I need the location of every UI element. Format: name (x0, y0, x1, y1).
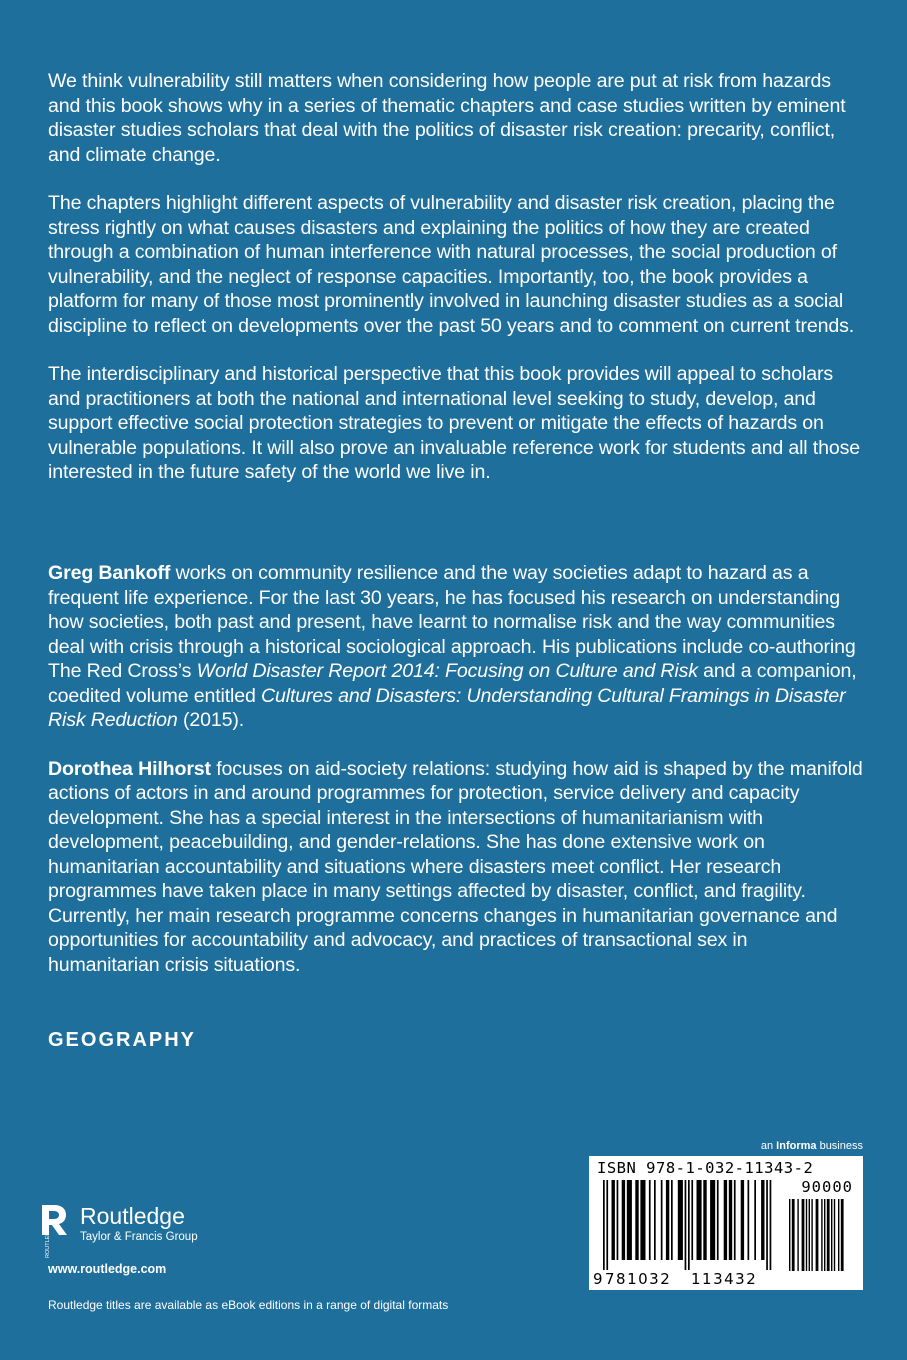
barcode-bar (834, 1199, 835, 1271)
barcode-addon-number: 90000 (801, 1178, 853, 1196)
barcode-bar (816, 1199, 819, 1271)
barcode-bar (724, 1180, 727, 1260)
isbn-barcode (589, 1156, 863, 1290)
barcode-bar (654, 1180, 656, 1260)
publisher-brand: Routledge (80, 1203, 185, 1229)
publisher-website[interactable]: www.routledge.com (48, 1262, 167, 1276)
ean-right-group: 113432 (691, 1270, 758, 1288)
author-name-bankoff: Greg Bankoff (48, 562, 171, 584)
bio-bankoff-text-1: works on community resilience and the way societies adapt to hazard as a frequent life experience. For the last 30 years, he has focused his research on understanding how societies, both past and present, have learnt to normalise risk and the way communities deal with crisis through a historical sociological approach. His publications include co-authoring The Red Cross’s (48, 562, 856, 682)
barcode-bar (809, 1199, 810, 1271)
description-paragraph-1: We think vulnerability still matters when considering how people are put at risk from hazards and this book shows why in a series of thematic chapters and case studies written by eminent disaster studies scholars that deal with the politics of disaster risk creation: precarity, conflict, and climate change. (48, 70, 846, 166)
author-bios (48, 561, 863, 1001)
barcode-bar (748, 1180, 750, 1260)
barcode-bar (824, 1199, 825, 1271)
ean-left-group: 781032 (605, 1270, 672, 1288)
bio-bankoff-title-1: World Disaster Report 2014: Focusing on Culture and Risk (196, 660, 698, 682)
routledge-logo (40, 1203, 198, 1259)
barcode-bar (770, 1180, 772, 1270)
ean-barcode-bars (603, 1180, 783, 1272)
barcode-bar (688, 1180, 690, 1270)
informa-brand: Informa (776, 1140, 817, 1152)
barcode-bar (691, 1180, 693, 1260)
barcode-bar (617, 1180, 619, 1260)
bio-bankoff (48, 561, 863, 733)
informa-tagline (761, 1140, 863, 1152)
barcode-bar (766, 1180, 768, 1270)
book-description (48, 69, 863, 509)
routledge-r-icon (40, 1203, 70, 1259)
bio-bankoff-text-2: and a companion, coedited volume entitled (48, 660, 857, 707)
routledge-vertical-text: ROUTLEDGE (45, 1223, 51, 1258)
barcode-bar (827, 1199, 830, 1271)
publisher-group: Taylor & Francis Group (80, 1231, 198, 1243)
barcode-bar (789, 1199, 790, 1271)
bio-bankoff-title-2: Cultures and Disasters: Understanding Cultural Framings in Disaster Risk Reduction (48, 684, 846, 731)
barcode-bar (697, 1180, 702, 1260)
barcode-bar (635, 1180, 638, 1260)
barcode-bar (640, 1180, 645, 1260)
barcode-bar (792, 1199, 795, 1271)
informa-prefix: an (760, 1140, 777, 1152)
isbn-text: ISBN 978-1-032-11343-2 (597, 1159, 814, 1177)
barcode-bar (612, 1180, 615, 1260)
barcode-bar (703, 1180, 706, 1260)
ean-digits (593, 1270, 757, 1288)
subject-category: GEOGRAPHY (48, 1029, 197, 1051)
bio-hilhorst (48, 757, 863, 978)
barcode-bar (622, 1180, 625, 1260)
author-name-hilhorst: Dorothea Hilhorst (48, 757, 211, 780)
barcode-bar (603, 1180, 605, 1270)
bio-hilhorst-text: focuses on aid-society relations: studying how aid is shaped by the manifold actions of actors in and around programmes for protection, service delivery and capacity development. She has a special interest in the intersections of humanitarianism with development, peacebuilding, and gender-relations. She has done extensive work on humanitarian accountability and situations where disasters meet conflict. Her research programmes have taken place in many settings affected by disaster, conflict, and fragility. Currently, her main research programme concerns changes in humanitarian governance and opportunities for accountability and advocacy, and practices of transactional sex in humanitarian crisis situations. (48, 757, 863, 976)
description-paragraph-2: The chapters highlight different aspects of vulnerability and disaster risk creation, placing the stress rightly on what causes disasters and explaining the politics of how they are created through a combination of human interference with natural processes, the social production of vulnerability, and the neglect of response capacities. Importantly, too, the book provides a platform for many of those most prominently involved in launching disaster studies as a social discipline to reflect on developments over the past 50 years and to comment on current trends. (48, 192, 855, 337)
barcode-bar (811, 1199, 812, 1271)
barcode-bar (649, 1180, 651, 1260)
ebook-availability-note: Routledge titles are available as eBook editions in a range of digital formats (48, 1298, 449, 1312)
barcode-bar (754, 1180, 756, 1260)
barcode-bar (797, 1199, 798, 1271)
barcode-bar (678, 1180, 683, 1260)
barcode-bar (734, 1180, 736, 1260)
barcode-bar (741, 1180, 744, 1260)
ean-first-digit: 9 (593, 1270, 603, 1288)
barcode-bar (802, 1199, 805, 1271)
bio-bankoff-text-3: (2015). (177, 709, 244, 731)
barcode-bar (806, 1199, 807, 1271)
barcode-bar (729, 1180, 732, 1260)
barcode-bar (627, 1180, 632, 1260)
barcode-bar (606, 1180, 608, 1270)
barcode-bar (841, 1199, 844, 1271)
barcode-bar (821, 1199, 822, 1271)
addon-barcode-bars (789, 1199, 851, 1272)
barcode-bar (761, 1180, 764, 1260)
barcode-bar (831, 1199, 832, 1271)
barcode-bar (685, 1180, 687, 1270)
barcode-bar (661, 1180, 663, 1260)
barcode-bar (666, 1180, 669, 1260)
barcode-bar (838, 1199, 839, 1271)
barcode-bar (717, 1180, 719, 1260)
publisher-name-block (80, 1203, 198, 1244)
informa-suffix: business (816, 1140, 863, 1152)
barcode-bar (671, 1180, 673, 1260)
description-paragraph-3: The interdisciplinary and historical perspective that this book provides will appeal to scholars and practitioners at both the national and international level seeking to study, develop, and support effective social protection strategies to prevent or mitigate the effects of hazards on vulnerable populations. It will also prove an invaluable reference work for students and all those interested in the future safety of the world we live in. (48, 363, 860, 483)
barcode-bar (710, 1180, 715, 1260)
